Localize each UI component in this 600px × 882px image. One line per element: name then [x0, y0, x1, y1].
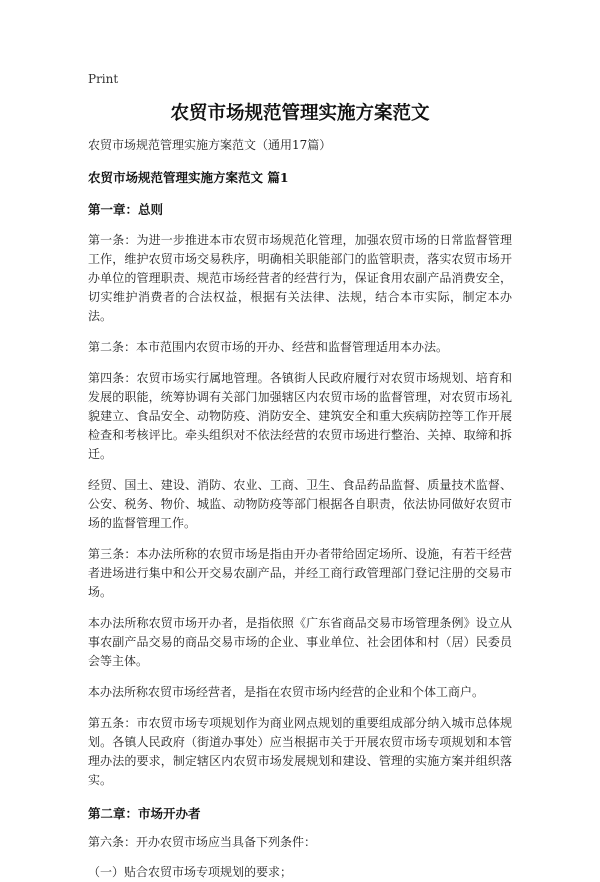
print-link[interactable]: Print — [88, 72, 119, 86]
paragraph-article-1: 第一条：为进一步推进本市农贸市场规范化管理，加强农贸市场的日常监督管理工作，维护农贸市场交易秩序，明确相关职能部门的监管职责，落实农贸市场开办单位的管理职责、规范市场经营者的经营行为，保证食用农副产品消费安全，切实维护消费者的合法权益，根据有关法律、法规，结合本市实际，制定本办法。 — [88, 233, 512, 323]
chapter-2-heading: 第二章：市场开办者 — [88, 806, 201, 821]
document-subtitle: 农贸市场规范管理实施方案范文（通用17篇） — [88, 138, 332, 152]
paragraph-article-4: 第四条：农贸市场实行属地管理。各镇街人民政府履行对农贸市场规划、培育和发展的职能，统筹协调有关部门加强辖区内农贸市场的监督管理，对农贸市场礼貌建立、食品安全、动物防疫、消防安全、建筑安全和重大疾病防控等工作开展检查和考核评比。牵头组织对不依法经营的农贸市场进行整治、关掉、取缔和拆迁。 — [88, 371, 512, 461]
article-heading: 农贸市场规范管理实施方案范文 篇1 — [88, 170, 289, 185]
paragraph-departments: 经贸、国土、建设、消防、农业、工商、卫生、食品药品监督、质量技术监督、公安、税务、物价、城监、动物防疫等部门根据各自职责，依法协同做好农贸市场的监督管理工作。 — [88, 478, 512, 530]
paragraph-market-vendor-definition: 本办法所称农贸市场经营者，是指在农贸市场内经营的企业和个体工商户。 — [88, 685, 485, 699]
paragraph-article-5: 第五条：市农贸市场专项规划作为商业网点规划的重要组成部分纳入城市总体规划。各镇人民政府（街道办事处）应当根据市关于开展农贸市场专项规划和本管理办法的要求，制定辖区内农贸市场发展规划和建设、管理的实施方案并组织落实。 — [88, 716, 512, 787]
paragraph-article-6: 第六条：开办农贸市场应当具备下列条件： — [88, 835, 317, 849]
paragraph-article-2: 第二条：本市范围内农贸市场的开办、经营和监督管理适用本办法。 — [88, 340, 449, 354]
chapter-1-heading: 第一章：总则 — [88, 202, 164, 217]
paragraph-condition-1: （一）贴合农贸市场专项规划的要求； — [88, 865, 293, 879]
paragraph-market-operator-definition: 本办法所称农贸市场开办者，是指依照《广东省商品交易市场管理条例》设立从事农副产品交易的商品交易市场的企业、事业单位、社会团体和村（居）民委员会等主体。 — [88, 616, 512, 668]
paragraph-article-3: 第三条：本办法所称的农贸市场是指由开办者带给固定场所、设施，有若干经营者进场进行集中和公开交易农副产品，并经工商行政管理部门登记注册的交易市场。 — [88, 547, 512, 599]
document-title: 农贸市场规范管理实施方案范文 — [170, 103, 430, 124]
